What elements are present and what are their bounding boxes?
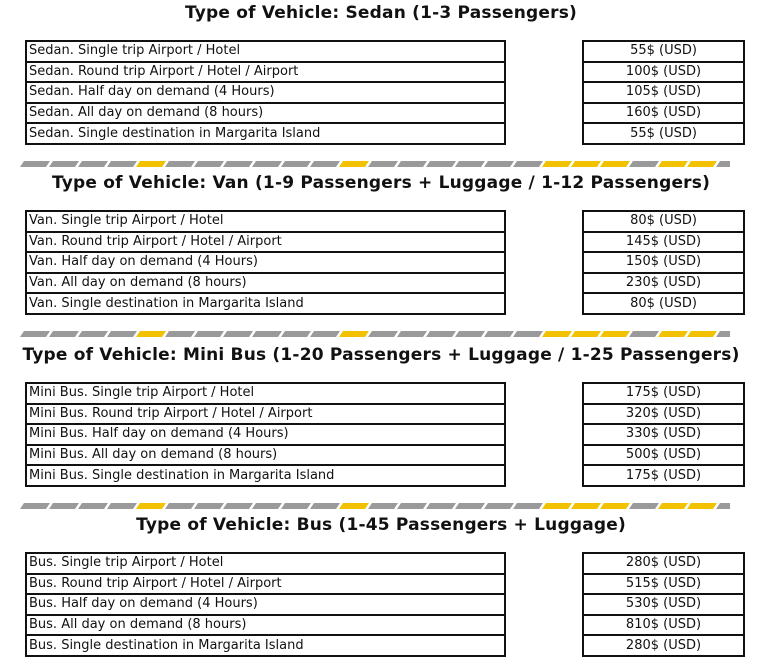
table-row bbox=[26, 41, 505, 62]
table-row bbox=[26, 574, 505, 595]
table-row bbox=[26, 123, 505, 144]
price-table-sedan bbox=[582, 40, 745, 145]
price-cell: 55$ (USD) bbox=[583, 41, 744, 62]
price-cell: 150$ (USD) bbox=[583, 252, 744, 273]
stripe-segment bbox=[20, 331, 50, 337]
stripe-segment bbox=[107, 161, 137, 167]
price-cell: 80$ (USD) bbox=[583, 293, 744, 314]
service-table-bus bbox=[25, 552, 506, 657]
stripe-segment bbox=[368, 331, 398, 337]
table-row bbox=[583, 82, 744, 103]
stripe-segment bbox=[165, 331, 195, 337]
service-cell: Bus. All day on demand (8 hours) bbox=[26, 615, 505, 636]
stripe-segment bbox=[716, 503, 730, 509]
stripe-segment bbox=[571, 331, 601, 337]
table-row bbox=[26, 445, 505, 466]
stripe-segment bbox=[542, 161, 572, 167]
price-cell: 55$ (USD) bbox=[583, 123, 744, 144]
stripe-segment bbox=[397, 331, 427, 337]
stripe-segment bbox=[629, 331, 659, 337]
table-row bbox=[583, 232, 744, 253]
table-row bbox=[583, 553, 744, 574]
stripe-segment bbox=[571, 161, 601, 167]
table-row bbox=[26, 404, 505, 425]
service-cell: Sedan. Single destination in Margarita Island bbox=[26, 123, 505, 144]
stripe-segment bbox=[658, 331, 688, 337]
stripe-segment bbox=[542, 331, 572, 337]
table-row bbox=[583, 273, 744, 294]
stripe-segment bbox=[252, 503, 282, 509]
stripe-segment bbox=[687, 161, 717, 167]
stripe-segment bbox=[49, 331, 79, 337]
table-row bbox=[26, 273, 505, 294]
stripe-segment bbox=[687, 331, 717, 337]
stripe-segment bbox=[252, 331, 282, 337]
stripe-segment bbox=[600, 161, 630, 167]
table-row bbox=[26, 615, 505, 636]
service-cell: Bus. Round trip Airport / Hotel / Airport bbox=[26, 574, 505, 595]
stripe-segment bbox=[281, 331, 311, 337]
price-cell: 515$ (USD) bbox=[583, 574, 744, 595]
stripe-segment bbox=[165, 161, 195, 167]
stripe-segment bbox=[629, 503, 659, 509]
price-cell: 280$ (USD) bbox=[583, 635, 744, 656]
table-row bbox=[26, 232, 505, 253]
table-row bbox=[583, 615, 744, 636]
service-cell: Bus. Single trip Airport / Hotel bbox=[26, 553, 505, 574]
stripe-segment bbox=[716, 161, 730, 167]
stripe-segment bbox=[49, 503, 79, 509]
table-row bbox=[583, 574, 744, 595]
price-cell: 330$ (USD) bbox=[583, 424, 744, 445]
stripe-segment bbox=[629, 161, 659, 167]
stripe-segment bbox=[484, 331, 514, 337]
table-row bbox=[583, 293, 744, 314]
service-cell: Van. All day on demand (8 hours) bbox=[26, 273, 505, 294]
table-row bbox=[26, 553, 505, 574]
divider-stripe bbox=[20, 161, 730, 167]
section-title-bus: Type of Vehicle: Bus (1-45 Passengers + Luggage) bbox=[136, 515, 626, 535]
table-row bbox=[26, 252, 505, 273]
stripe-segment bbox=[513, 331, 543, 337]
table-row bbox=[26, 62, 505, 83]
service-cell: Van. Single destination in Margarita Island bbox=[26, 293, 505, 314]
stripe-segment bbox=[165, 503, 195, 509]
divider-stripe bbox=[20, 331, 730, 337]
stripe-segment bbox=[455, 331, 485, 337]
stripe-segment bbox=[716, 331, 730, 337]
stripe-segment bbox=[426, 331, 456, 337]
price-cell: 80$ (USD) bbox=[583, 211, 744, 232]
price-cell: 100$ (USD) bbox=[583, 62, 744, 83]
table-row bbox=[583, 635, 744, 656]
table-row bbox=[583, 123, 744, 144]
service-cell: Mini Bus. All day on demand (8 hours) bbox=[26, 445, 505, 466]
divider-stripe bbox=[20, 503, 730, 509]
table-row bbox=[583, 62, 744, 83]
stripe-segment bbox=[223, 331, 253, 337]
stripe-segment bbox=[455, 503, 485, 509]
stripe-segment bbox=[78, 161, 108, 167]
stripe-segment bbox=[78, 331, 108, 337]
price-cell: 145$ (USD) bbox=[583, 232, 744, 253]
section-title-sedan: Type of Vehicle: Sedan (1-3 Passengers) bbox=[184, 3, 578, 23]
table-row bbox=[583, 103, 744, 124]
table-row bbox=[26, 594, 505, 615]
stripe-segment bbox=[107, 503, 137, 509]
service-cell: Mini Bus. Round trip Airport / Hotel / Airport bbox=[26, 404, 505, 425]
stripe-segment bbox=[49, 161, 79, 167]
table-row bbox=[583, 211, 744, 232]
stripe-segment bbox=[484, 503, 514, 509]
stripe-segment bbox=[310, 161, 340, 167]
stripe-segment bbox=[339, 161, 369, 167]
price-cell: 320$ (USD) bbox=[583, 404, 744, 425]
stripe-segment bbox=[310, 503, 340, 509]
stripe-segment bbox=[687, 503, 717, 509]
stripe-segment bbox=[194, 161, 224, 167]
table-row bbox=[583, 465, 744, 486]
stripe-segment bbox=[426, 161, 456, 167]
stripe-segment bbox=[368, 161, 398, 167]
stripe-segment bbox=[484, 161, 514, 167]
table-row bbox=[26, 424, 505, 445]
stripe-segment bbox=[658, 503, 688, 509]
service-cell: Sedan. Round trip Airport / Hotel / Airport bbox=[26, 62, 505, 83]
stripe-segment bbox=[513, 503, 543, 509]
service-table-minibus bbox=[25, 382, 506, 487]
stripe-segment bbox=[455, 161, 485, 167]
service-cell: Bus. Half day on demand (4 Hours) bbox=[26, 594, 505, 615]
table-row bbox=[583, 383, 744, 404]
service-cell: Mini Bus. Single destination in Margarita Island bbox=[26, 465, 505, 486]
stripe-segment bbox=[281, 503, 311, 509]
table-row bbox=[26, 465, 505, 486]
stripe-segment bbox=[542, 503, 572, 509]
service-table-sedan bbox=[25, 40, 506, 145]
table-row bbox=[583, 424, 744, 445]
price-cell: 175$ (USD) bbox=[583, 465, 744, 486]
table-row bbox=[583, 594, 744, 615]
stripe-segment bbox=[194, 331, 224, 337]
stripe-segment bbox=[20, 503, 50, 509]
section-title-van: Type of Vehicle: Van (1-9 Passengers + Luggage / 1-12 Passengers) bbox=[51, 173, 711, 193]
table-row bbox=[26, 211, 505, 232]
price-table-bus bbox=[582, 552, 745, 657]
price-cell: 175$ (USD) bbox=[583, 383, 744, 404]
price-cell: 280$ (USD) bbox=[583, 553, 744, 574]
table-row bbox=[26, 103, 505, 124]
stripe-segment bbox=[397, 161, 427, 167]
service-cell: Mini Bus. Half day on demand (4 Hours) bbox=[26, 424, 505, 445]
service-cell: Mini Bus. Single trip Airport / Hotel bbox=[26, 383, 505, 404]
stripe-segment bbox=[600, 331, 630, 337]
service-cell: Sedan. Half day on demand (4 Hours) bbox=[26, 82, 505, 103]
price-cell: 500$ (USD) bbox=[583, 445, 744, 466]
table-row bbox=[26, 293, 505, 314]
stripe-segment bbox=[223, 161, 253, 167]
service-cell: Sedan. Single trip Airport / Hotel bbox=[26, 41, 505, 62]
price-cell: 230$ (USD) bbox=[583, 273, 744, 294]
price-cell: 810$ (USD) bbox=[583, 615, 744, 636]
price-table-minibus bbox=[582, 382, 745, 487]
stripe-segment bbox=[513, 161, 543, 167]
stripe-segment bbox=[571, 503, 601, 509]
stripe-segment bbox=[223, 503, 253, 509]
price-table-van bbox=[582, 210, 745, 315]
stripe-segment bbox=[136, 161, 166, 167]
stripe-segment bbox=[78, 503, 108, 509]
service-cell: Bus. Single destination in Margarita Island bbox=[26, 635, 505, 656]
table-row bbox=[26, 635, 505, 656]
section-title-minibus: Type of Vehicle: Mini Bus (1-20 Passengers + Luggage / 1-25 Passengers) bbox=[22, 345, 740, 365]
stripe-segment bbox=[194, 503, 224, 509]
table-row bbox=[583, 252, 744, 273]
service-cell: Van. Single trip Airport / Hotel bbox=[26, 211, 505, 232]
table-row bbox=[583, 404, 744, 425]
stripe-segment bbox=[20, 161, 50, 167]
table-row bbox=[583, 41, 744, 62]
stripe-segment bbox=[368, 503, 398, 509]
stripe-segment bbox=[600, 503, 630, 509]
stripe-segment bbox=[310, 331, 340, 337]
stripe-segment bbox=[339, 503, 369, 509]
service-cell: Van. Round trip Airport / Hotel / Airport bbox=[26, 232, 505, 253]
price-cell: 530$ (USD) bbox=[583, 594, 744, 615]
service-cell: Sedan. All day on demand (8 hours) bbox=[26, 103, 505, 124]
stripe-segment bbox=[339, 331, 369, 337]
stripe-segment bbox=[397, 503, 427, 509]
stripe-segment bbox=[252, 161, 282, 167]
stripe-segment bbox=[136, 331, 166, 337]
table-row bbox=[26, 82, 505, 103]
price-cell: 105$ (USD) bbox=[583, 82, 744, 103]
stripe-segment bbox=[658, 161, 688, 167]
service-cell: Van. Half day on demand (4 Hours) bbox=[26, 252, 505, 273]
service-table-van bbox=[25, 210, 506, 315]
stripe-segment bbox=[426, 503, 456, 509]
stripe-segment bbox=[281, 161, 311, 167]
price-cell: 160$ (USD) bbox=[583, 103, 744, 124]
stripe-segment bbox=[136, 503, 166, 509]
table-row bbox=[583, 445, 744, 466]
stripe-segment bbox=[107, 331, 137, 337]
table-row bbox=[26, 383, 505, 404]
